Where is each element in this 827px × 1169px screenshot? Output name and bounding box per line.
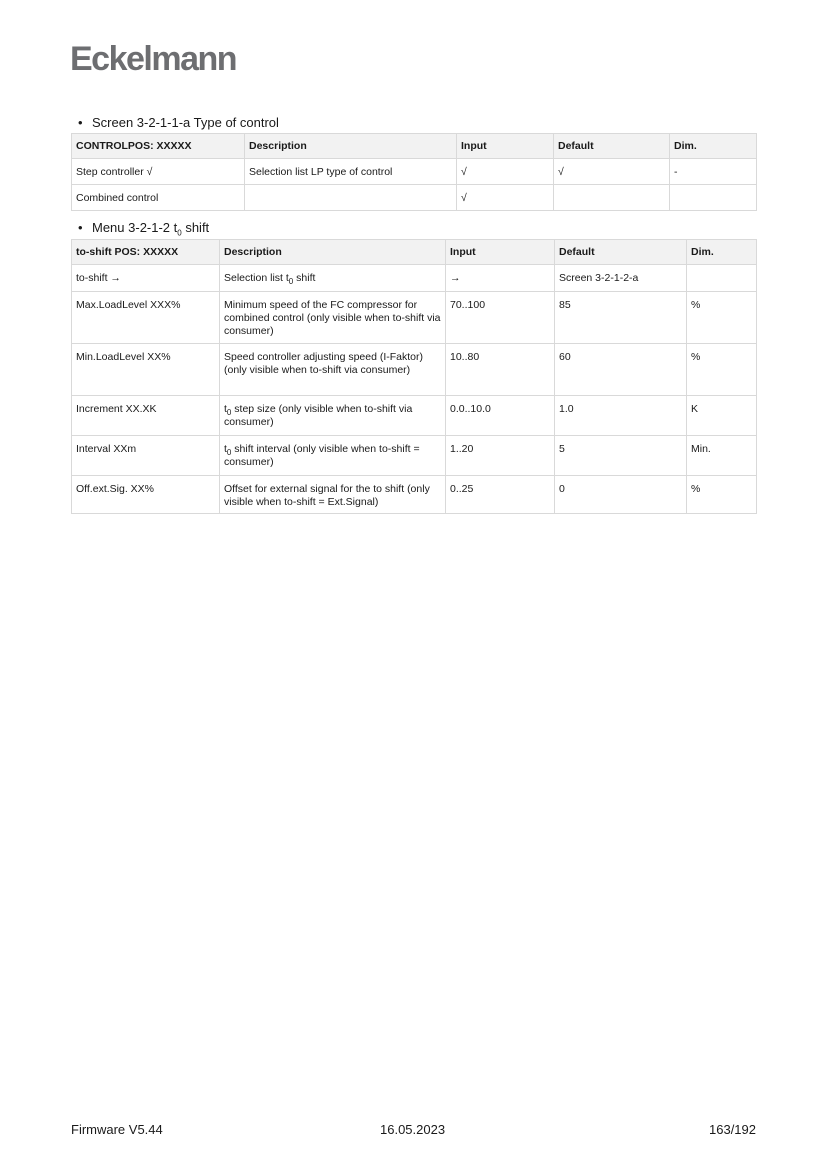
table-cell xyxy=(245,185,457,211)
table-header-row xyxy=(72,134,757,159)
desc-cell: Selection list $t_0$ shift xyxy=(220,265,446,292)
table-row xyxy=(72,292,757,344)
param-cell: to-shift → xyxy=(72,265,220,292)
param-cell: Increment XX.XK xyxy=(72,396,220,436)
table-row xyxy=(72,185,757,211)
footer-page-number: 163/192 xyxy=(709,1122,756,1137)
column-header: Default xyxy=(555,240,687,265)
param-cell: Max.LoadLevel XXX% xyxy=(72,292,220,344)
table-cell xyxy=(670,185,757,211)
dim-cell: % xyxy=(687,476,757,514)
table-row xyxy=(72,344,757,396)
bullet-icon: • xyxy=(78,115,83,130)
column-header: Description xyxy=(220,240,446,265)
desc-cell: Offset for external signal for the to shift (only visible when to-shift = Ext.Signal) xyxy=(220,476,446,514)
table-cell: √ xyxy=(457,159,554,185)
dim-cell: K xyxy=(687,396,757,436)
dim-cell xyxy=(687,265,757,292)
column-header: Default xyxy=(554,134,670,159)
column-header: Input xyxy=(457,134,554,159)
column-header: CONTROLPOS: XXXXX xyxy=(72,134,245,159)
column-header: Input xyxy=(446,240,555,265)
input-cell: → xyxy=(446,265,555,292)
table-header-row xyxy=(72,240,757,265)
table-row xyxy=(72,265,757,292)
table-row xyxy=(72,476,757,514)
input-cell: 70..100 xyxy=(446,292,555,344)
param-cell: Min.LoadLevel XX% xyxy=(72,344,220,396)
table-cell: Combined control xyxy=(72,185,245,211)
desc-cell: $t_0$ shift interval (only visible when to-shift = consumer) xyxy=(220,436,446,476)
dim-cell: % xyxy=(687,292,757,344)
table-cell: √ xyxy=(457,185,554,211)
default-cell: 5 xyxy=(555,436,687,476)
column-header: Dim. xyxy=(670,134,757,159)
t0-shift-table xyxy=(71,239,757,514)
input-cell: 10..80 xyxy=(446,344,555,396)
default-cell: 0 xyxy=(555,476,687,514)
default-cell: 1.0 xyxy=(555,396,687,436)
default-cell: 85 xyxy=(555,292,687,344)
input-cell: 1..20 xyxy=(446,436,555,476)
table-cell: Step controller √ xyxy=(72,159,245,185)
param-cell: Off.ext.Sig. XX% xyxy=(72,476,220,514)
desc-cell: Speed controller adjusting speed (I-Faktor) (only visible when to-shift via consumer) xyxy=(220,344,446,396)
footer-firmware: Firmware V5.44 xyxy=(71,1122,163,1137)
column-header: Description xyxy=(245,134,457,159)
eckelmann-logo: Eckelmann xyxy=(70,40,237,78)
table-row xyxy=(72,396,757,436)
bullet-icon: • xyxy=(78,220,83,235)
type-of-control-table xyxy=(71,133,757,211)
dim-cell: Min. xyxy=(687,436,757,476)
input-cell: 0.0..10.0 xyxy=(446,396,555,436)
dim-cell: % xyxy=(687,344,757,396)
table-row xyxy=(72,436,757,476)
input-cell: 0..25 xyxy=(446,476,555,514)
table-cell: Selection list LP type of control xyxy=(245,159,457,185)
section-title-t0-shift: • Menu 3-2-1-2 $t_0$ shift xyxy=(78,220,210,238)
default-cell: Screen 3-2-1-2-a xyxy=(555,265,687,292)
desc-cell: $t_0$ step size (only visible when to-shift via consumer) xyxy=(220,396,446,436)
table-cell: √ xyxy=(554,159,670,185)
column-header: to-shift POS: XXXXX xyxy=(72,240,220,265)
table-row xyxy=(72,159,757,185)
footer-date: 16.05.2023 xyxy=(380,1122,446,1137)
column-header: Dim. xyxy=(687,240,757,265)
table-cell xyxy=(554,185,670,211)
table-cell: - xyxy=(670,159,757,185)
default-cell: 60 xyxy=(555,344,687,396)
param-cell: Interval XXm xyxy=(72,436,220,476)
desc-cell: Minimum speed of the FC compressor for combined control (only visible when to-shift via consumer) xyxy=(220,292,446,344)
section-title-type-of-control: • Screen 3-2-1-1-a Type of control xyxy=(78,115,279,130)
